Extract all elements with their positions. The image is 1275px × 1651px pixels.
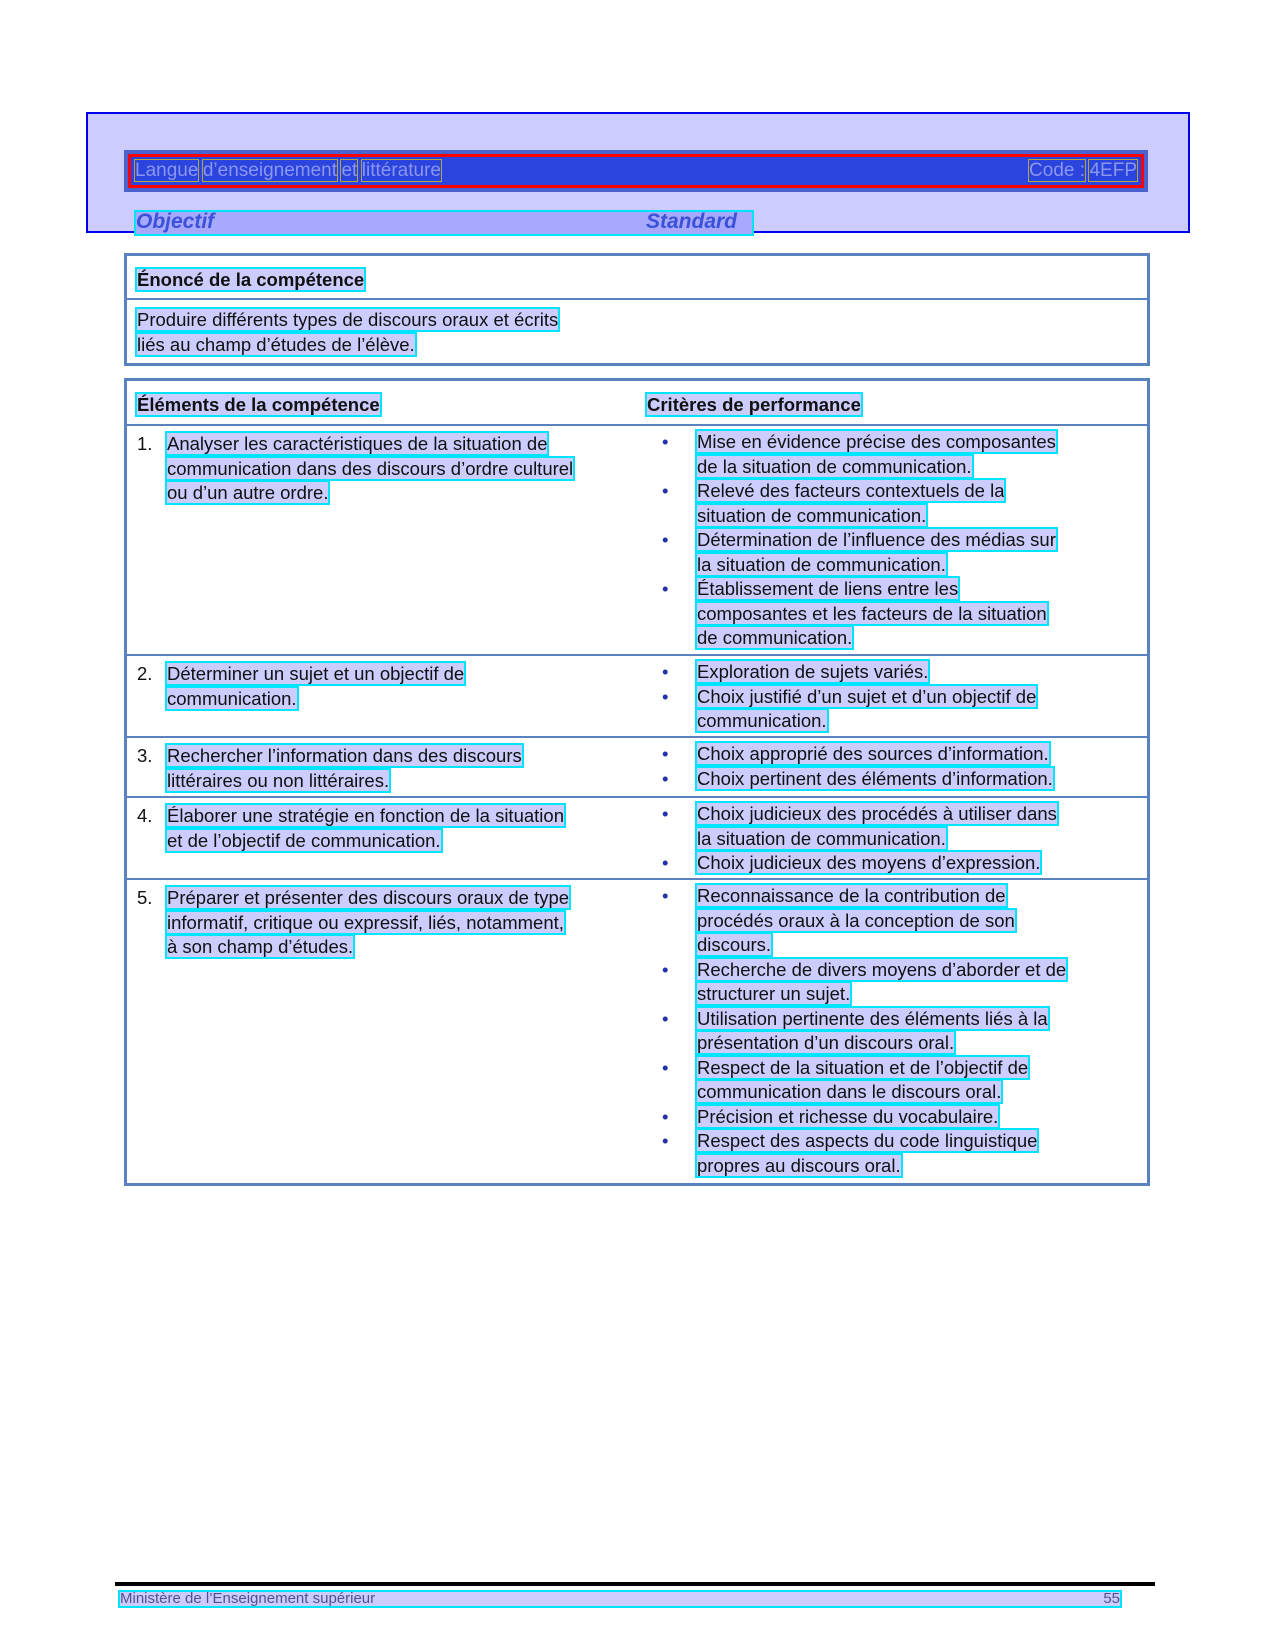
element-number: 2. xyxy=(137,663,153,684)
criterion xyxy=(662,958,1147,1007)
element-row xyxy=(127,879,1147,1183)
col-header-elements: Éléments de la compétence xyxy=(137,394,380,415)
criterion-text: Choix justifié d’un sujet et d’un objectif de xyxy=(697,685,1037,707)
code-label: Code : xyxy=(1029,160,1086,181)
criterion xyxy=(662,1007,1147,1056)
criterion-text: Reconnaissance de la contribution de xyxy=(697,885,1006,906)
footer xyxy=(120,1592,1120,1606)
element-text: à son champ d’études. xyxy=(167,936,354,957)
enonce-title: Énoncé de la compétence xyxy=(137,269,365,290)
criterion-text: Respect des aspects du code linguistique xyxy=(697,1130,1038,1151)
criterion-text: Choix judicieux des procédés à utiliser dans xyxy=(697,803,1057,824)
element-text: Déterminer un sujet et un objectif de xyxy=(167,663,465,684)
objectif-label: Objectif xyxy=(136,210,215,233)
bullet-icon: • xyxy=(662,885,669,906)
element-row xyxy=(127,797,1147,879)
program-word: littérature xyxy=(361,160,441,181)
element-row xyxy=(127,655,1147,737)
bullet-icon: • xyxy=(662,743,669,764)
bullet-icon: • xyxy=(662,431,669,452)
bullet-icon: • xyxy=(662,1130,669,1151)
footer-rule xyxy=(115,1582,1155,1586)
bullet-icon: • xyxy=(662,803,669,824)
element-text: ou d’un autre ordre. xyxy=(167,482,329,503)
criterion-text: Détermination de l’influence des médias sur xyxy=(697,529,1056,550)
criterion-text: communication dans le discours oral. xyxy=(697,1081,1002,1102)
criterion xyxy=(662,430,1147,479)
criterion-text: Recherche de divers moyens d’aborder et de xyxy=(697,958,1067,980)
criterion xyxy=(662,479,1147,528)
bullet-icon: • xyxy=(662,480,669,501)
page-number: 55 xyxy=(1103,1590,1120,1607)
bullet-icon: • xyxy=(662,1056,669,1078)
criterion xyxy=(662,884,1147,958)
criterion-text: composantes et les facteurs de la situation xyxy=(697,602,1047,624)
criterion xyxy=(662,742,1147,767)
criterion-text: communication. xyxy=(697,710,827,731)
enonce-line: liés au champ d’études de l’élève. xyxy=(137,333,415,355)
bullet-icon: • xyxy=(662,529,669,550)
element-text: Élaborer une stratégie en fonction de la situation xyxy=(167,805,564,826)
criterion-text: de la situation de communication. xyxy=(697,455,972,477)
criterion xyxy=(662,528,1147,577)
element-text: et de l’objectif de communication. xyxy=(167,829,441,851)
criterion-text: Choix judicieux des moyens d’expression. xyxy=(697,852,1041,873)
bullet-icon: • xyxy=(662,852,669,873)
element-number: 3. xyxy=(137,745,153,766)
criterion xyxy=(662,685,1147,734)
criterion-text: Précision et richesse du vocabulaire. xyxy=(697,1105,999,1127)
criterion-text: Choix approprié des sources d’information. xyxy=(697,743,1049,764)
program-band xyxy=(124,150,1148,192)
criterion xyxy=(662,1129,1147,1178)
criterion-text: Respect de la situation et de l’objectif de xyxy=(697,1056,1029,1078)
enonce-box xyxy=(124,253,1150,366)
col-header-criteria: Critères de performance xyxy=(647,394,861,415)
criterion xyxy=(662,767,1147,792)
criterion xyxy=(662,577,1147,651)
bullet-icon: • xyxy=(662,767,669,789)
criterion xyxy=(662,802,1147,851)
objective-row xyxy=(136,212,752,234)
element-row xyxy=(127,425,1147,655)
criterion-text: présentation d’un discours oral. xyxy=(697,1032,955,1053)
criterion-text: propres au discours oral. xyxy=(697,1154,901,1176)
criterion-text: Relevé des facteurs contextuels de la xyxy=(697,480,1005,501)
element-text: Rechercher l’information dans des discours xyxy=(167,745,522,766)
criterion-text: Mise en évidence précise des composantes xyxy=(697,431,1056,452)
criterion-text: structurer un sujet. xyxy=(697,983,851,1004)
criterion-text: la situation de communication. xyxy=(697,827,946,849)
element-text: Préparer et présenter des discours oraux de type xyxy=(167,887,570,908)
criterion-text: Établissement de liens entre les xyxy=(697,578,959,599)
element-row xyxy=(127,737,1147,797)
criterion xyxy=(662,660,1147,685)
element-text: communication dans des discours d’ordre culturel xyxy=(167,457,574,479)
program-word: d’enseignement xyxy=(202,160,338,181)
criterion-text: procédés oraux à la conception de son xyxy=(697,909,1015,931)
bullet-icon: • xyxy=(662,1007,669,1029)
element-text: informatif, critique ou expressif, liés, notamment, xyxy=(167,911,564,933)
bullet-icon: • xyxy=(662,685,669,707)
bullet-icon: • xyxy=(662,578,669,599)
criterion xyxy=(662,851,1147,876)
element-number: 1. xyxy=(137,433,153,454)
elements-table xyxy=(127,381,1147,1183)
criterion-text: de communication. xyxy=(697,627,853,648)
criterion-text: Utilisation pertinente des éléments liés à la xyxy=(697,1007,1048,1029)
program-word: et xyxy=(341,160,358,181)
element-text: littéraires ou non littéraires. xyxy=(167,769,390,791)
element-text: Analyser les caractéristiques de la situation de xyxy=(167,433,548,454)
enonce-line: Produire différents types de discours oraux et écrits xyxy=(137,309,559,330)
criterion-text: la situation de communication. xyxy=(697,553,946,575)
bullet-icon: • xyxy=(662,1105,669,1127)
element-number: 5. xyxy=(137,887,153,908)
element-text: communication. xyxy=(167,687,297,709)
criterion-text: Exploration de sujets variés. xyxy=(697,661,929,682)
criterion-text: Choix pertinent des éléments d’information. xyxy=(697,767,1053,789)
criterion-text: discours. xyxy=(697,934,772,955)
elements-box xyxy=(124,378,1150,1186)
program-word: Langue xyxy=(135,160,199,181)
footer-ministry: Ministère de l’Enseignement supérieur xyxy=(120,1590,376,1607)
standard-label: Standard xyxy=(646,210,738,233)
bullet-icon: • xyxy=(662,661,669,682)
code-value: 4EFP xyxy=(1089,160,1137,181)
element-number: 4. xyxy=(137,805,153,826)
bullet-icon: • xyxy=(662,958,669,980)
criterion xyxy=(662,1056,1147,1105)
criterion-text: situation de communication. xyxy=(697,504,927,526)
criterion xyxy=(662,1105,1147,1130)
